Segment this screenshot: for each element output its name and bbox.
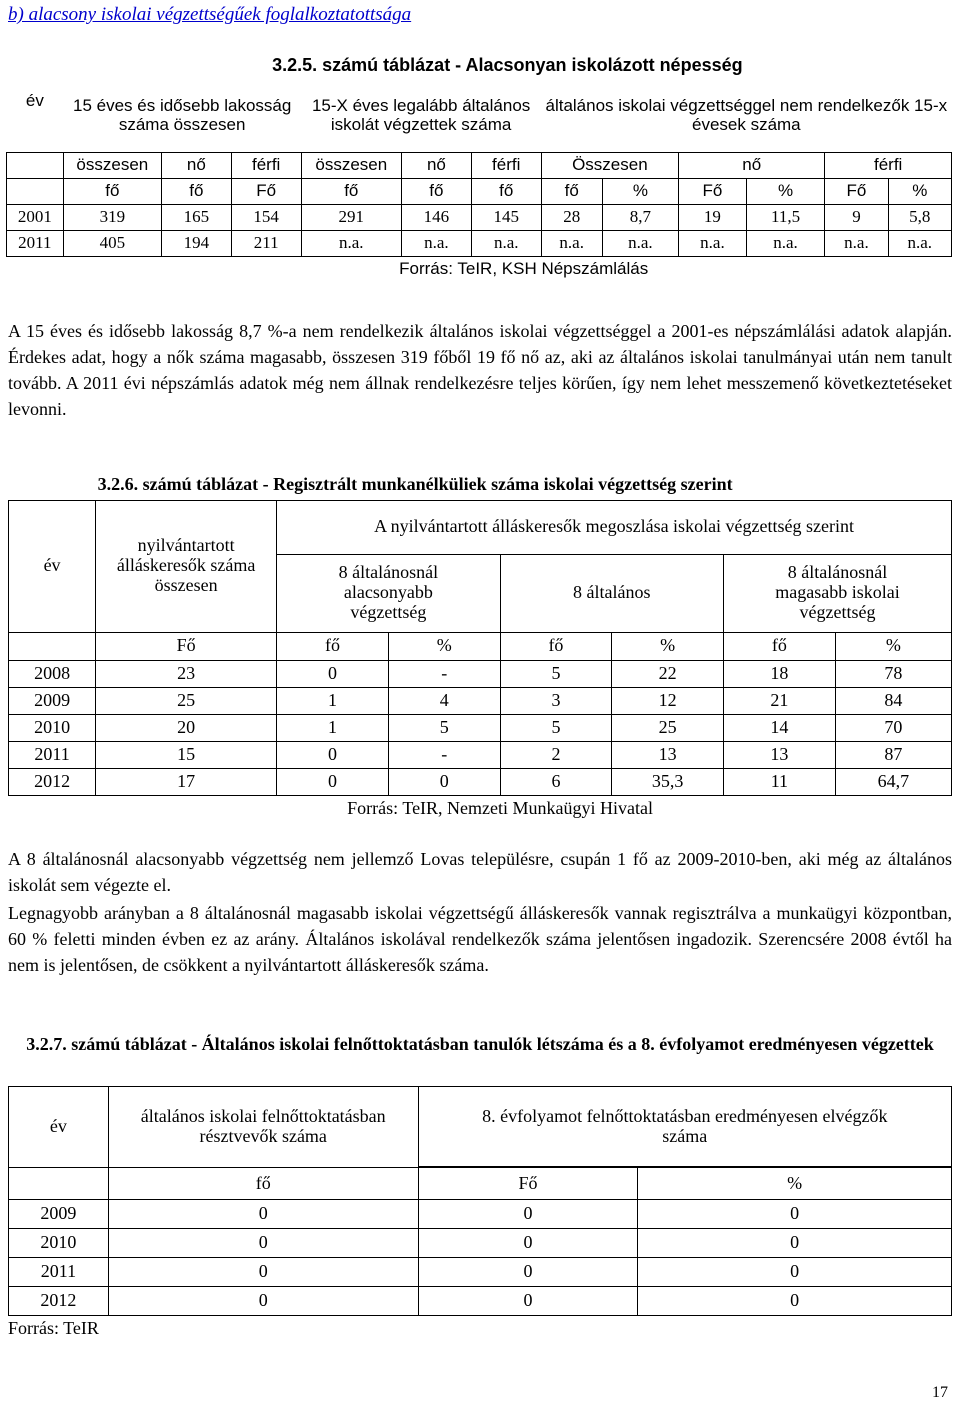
table-cell: 2011 <box>7 230 64 256</box>
table-cell: 2010 <box>9 1229 109 1258</box>
table-cell: 0 <box>638 1287 952 1316</box>
table-cell: 5 <box>500 660 612 687</box>
header-cell: összesen <box>63 152 161 178</box>
table-cell: 319 <box>63 204 161 230</box>
table-cell: 194 <box>161 230 231 256</box>
table-row <box>9 1258 952 1287</box>
col-ev: év <box>9 500 96 632</box>
unit-cell: % <box>835 632 951 660</box>
table-cell: 5,8 <box>888 204 951 230</box>
table-row <box>9 1287 952 1316</box>
table-cell: 9 <box>825 204 888 230</box>
table-cell: n.a. <box>679 230 747 256</box>
header-cell: férfi <box>825 152 952 178</box>
table-cell: - <box>388 660 500 687</box>
table-cell: 2001 <box>7 204 64 230</box>
unit-cell: % <box>612 632 724 660</box>
table-cell: 0 <box>638 1200 952 1229</box>
unit-cell: fő <box>500 632 612 660</box>
table-cell: n.a. <box>825 230 888 256</box>
table-cell: n.a. <box>746 230 825 256</box>
table-cell: 11,5 <box>746 204 825 230</box>
table-cell: 0 <box>108 1229 418 1258</box>
table-felnottoktatas <box>8 1086 952 1316</box>
header-cell <box>7 152 64 178</box>
col-ev: év <box>9 1087 109 1168</box>
unit-cell: fő <box>541 178 602 204</box>
paragraph-3: Legnagyobb arányban a 8 általánosnál magasabb iskolai végzettségű álláskeresők vannak regisztrálva a munkaügyi központban, 60 % feletti minden évben ez az arány. Általános iskolával rendelkezők száma jelentősen ingadozik. Szerencsére 2008 évtől ha nem is jelentősen, de csökkent a nyilvántartott álláskeresők száma. <box>8 903 952 975</box>
table-cell: 0 <box>277 741 389 768</box>
table-cell: 3 <box>500 687 612 714</box>
table-cell: 2011 <box>9 1258 109 1287</box>
section-title: b) alacsony iskolai végzettségűek foglalkoztatottsága <box>8 4 412 25</box>
table3-title: 3.2.7. számú táblázat - Általános iskolai felnőttoktatásban tanulók létszáma és a 8. évfolyamot eredményesen végzettek <box>26 1034 934 1054</box>
table-cell: 154 <box>231 204 301 230</box>
table-cell: 22 <box>612 660 724 687</box>
header-cell: nő <box>161 152 231 178</box>
header-cell: 8 általánosnál alacsonyabb végzettség <box>277 554 500 632</box>
table-cell: 25 <box>612 714 724 741</box>
table-cell: 35,3 <box>612 768 724 795</box>
unit-cell: % <box>888 178 951 204</box>
table-cell: 8,7 <box>602 204 678 230</box>
unit-cell: Fő <box>679 178 747 204</box>
unit-cell: fő <box>63 178 161 204</box>
unit-cell <box>9 632 96 660</box>
table-cell: 5 <box>388 714 500 741</box>
header-cell: férfi <box>471 152 541 178</box>
unit-cell: fő <box>277 632 389 660</box>
unit-cell: fő <box>108 1168 418 1200</box>
table-cell: 4 <box>388 687 500 714</box>
table-cell: 165 <box>161 204 231 230</box>
unit-cell: fő <box>724 632 836 660</box>
table-cell: 64,7 <box>835 768 951 795</box>
unit-cell: Fő <box>825 178 888 204</box>
table-cell: 13 <box>724 741 836 768</box>
table-cell: 25 <box>96 687 277 714</box>
table-cell: 15 <box>96 741 277 768</box>
unit-cell: % <box>638 1168 952 1200</box>
header-group-nem-rendelkezok: általános iskolai végzettséggel nem rendelkezők 15-x évesek száma <box>541 80 951 152</box>
table-cell: 0 <box>108 1287 418 1316</box>
table-row <box>7 204 952 230</box>
table-cell: 0 <box>388 768 500 795</box>
header-cell: összesen <box>301 152 401 178</box>
table-cell: 291 <box>301 204 401 230</box>
unit-cell: fő <box>471 178 541 204</box>
table-cell: 211 <box>231 230 301 256</box>
table-cell: n.a. <box>401 230 471 256</box>
table-cell: 0 <box>638 1229 952 1258</box>
table-cell: 0 <box>108 1258 418 1287</box>
header-cell: férfi <box>231 152 301 178</box>
table-cell: 0 <box>108 1200 418 1229</box>
table-cell: n.a. <box>888 230 951 256</box>
table-munkanelkuliek <box>8 470 952 823</box>
unit-cell: fő <box>401 178 471 204</box>
table-cell: 1 <box>277 687 389 714</box>
col-ev: év <box>25 91 44 111</box>
table-cell: - <box>388 741 500 768</box>
table-cell: 23 <box>96 660 277 687</box>
table-cell: 21 <box>724 687 836 714</box>
table-cell: 2009 <box>9 687 96 714</box>
table1-title: 3.2.5. számú táblázat - Alacsonyan iskolázott népesség <box>272 55 743 76</box>
header-cell: 8 általános <box>500 554 723 632</box>
table2-title: 3.2.6. számú táblázat - Regisztrált munkanélküliek száma iskolai végzettség szerint <box>97 473 733 494</box>
table-cell: 1 <box>277 714 389 741</box>
table-cell: n.a. <box>602 230 678 256</box>
table-row <box>9 1229 952 1258</box>
table-row <box>9 741 952 768</box>
table-cell: n.a. <box>301 230 401 256</box>
unit-cell: fő <box>161 178 231 204</box>
unit-cell: fő <box>301 178 401 204</box>
unit-cell <box>9 1168 109 1200</box>
table-cell: 146 <box>401 204 471 230</box>
table-cell: 2 <box>500 741 612 768</box>
header-cell: nő <box>679 152 825 178</box>
unit-cell: Fő <box>96 632 277 660</box>
table-cell: 5 <box>500 714 612 741</box>
table-alacsonyan-iskolazott <box>6 52 952 282</box>
table-cell: 17 <box>96 768 277 795</box>
table-cell: 78 <box>835 660 951 687</box>
table-cell: 11 <box>724 768 836 795</box>
unit-cell: % <box>388 632 500 660</box>
header-cell: nő <box>401 152 471 178</box>
header-col1: általános iskolai felnőttoktatásban résztvevők száma <box>108 1087 418 1168</box>
table-cell: 0 <box>418 1287 638 1316</box>
header-col2: 8. évfolyamot felnőttoktatásban eredményesen elvégzők száma <box>418 1087 951 1167</box>
table-cell: 28 <box>541 204 602 230</box>
table-cell: 0 <box>277 768 389 795</box>
header-group-megoszlas: A nyilvántartott álláskeresők megoszlása iskolai végzettség szerint <box>277 500 952 554</box>
table-cell: 84 <box>835 687 951 714</box>
unit-cell: Fő <box>231 178 301 204</box>
table-row <box>9 768 952 795</box>
table-cell: 87 <box>835 741 951 768</box>
table-cell: 0 <box>277 660 389 687</box>
table-cell: 0 <box>418 1229 638 1258</box>
table-cell: 0 <box>638 1258 952 1287</box>
table-cell: 12 <box>612 687 724 714</box>
table-row <box>9 1200 952 1229</box>
table-row <box>9 660 952 687</box>
table-cell: 70 <box>835 714 951 741</box>
table-cell: 2012 <box>9 1287 109 1316</box>
header-cell: 8 általánosnál magasabb iskolai végzettség <box>724 554 952 632</box>
table-cell: 2011 <box>9 741 96 768</box>
table-cell: 13 <box>612 741 724 768</box>
table-cell: n.a. <box>541 230 602 256</box>
table-row <box>9 687 952 714</box>
paragraph-1: A 15 éves és idősebb lakosság 8,7 %-a nem rendelkezik általános iskolai végzettséggel a 2001-es népszámlálási adatok alapján. Érdekes adat, hogy a nők száma magasabb, összesen 319 főből 19 fő nő az, aki az általános iskolai tanulmányai után nem tanult tovább. A 2011 évi népszámlás adatok még nem állnak rendelkezésre teljes körűen, így nem lehet messzemenő következtetéseket levonni. <box>8 321 952 419</box>
page-number: 17 <box>932 1384 948 1401</box>
unit-cell: % <box>602 178 678 204</box>
table2-source: Forrás: TeIR, Nemzeti Munkaügyi Hivatal <box>347 798 653 819</box>
table-cell: 2008 <box>9 660 96 687</box>
paragraph-2: A 8 általánosnál alacsonyabb végzettség nem jellemző Lovas településre, csupán 1 fő az 2009-2010-ben, aki még az általános iskolát sem végezte el. <box>8 849 952 895</box>
table-cell: 18 <box>724 660 836 687</box>
table-cell: 145 <box>471 204 541 230</box>
table3-source: Forrás: TeIR <box>8 1318 99 1338</box>
header-group-vegzettek: 15-X éves legalább általános iskolát végzettek száma <box>301 80 541 152</box>
table-cell: 2009 <box>9 1200 109 1229</box>
table-cell: 0 <box>418 1258 638 1287</box>
table-cell: 19 <box>679 204 747 230</box>
table-cell: 6 <box>500 768 612 795</box>
header-group-lakossag: 15 éves és idősebb lakosság száma összesen <box>63 80 301 152</box>
unit-cell: Fő <box>418 1168 638 1200</box>
table-row <box>7 230 952 256</box>
table-cell: 0 <box>418 1200 638 1229</box>
unit-cell <box>7 178 64 204</box>
table1-source: Forrás: TeIR, KSH Népszámlálás <box>399 258 649 278</box>
table-cell: 2012 <box>9 768 96 795</box>
header-cell: Összesen <box>541 152 678 178</box>
table-cell: 2010 <box>9 714 96 741</box>
unit-cell: % <box>746 178 825 204</box>
table-cell: 20 <box>96 714 277 741</box>
table-row <box>9 714 952 741</box>
table-cell: 14 <box>724 714 836 741</box>
table-cell: 405 <box>63 230 161 256</box>
col-total: nyilvántartott álláskeresők száma összesen <box>96 500 277 632</box>
table-cell: n.a. <box>471 230 541 256</box>
